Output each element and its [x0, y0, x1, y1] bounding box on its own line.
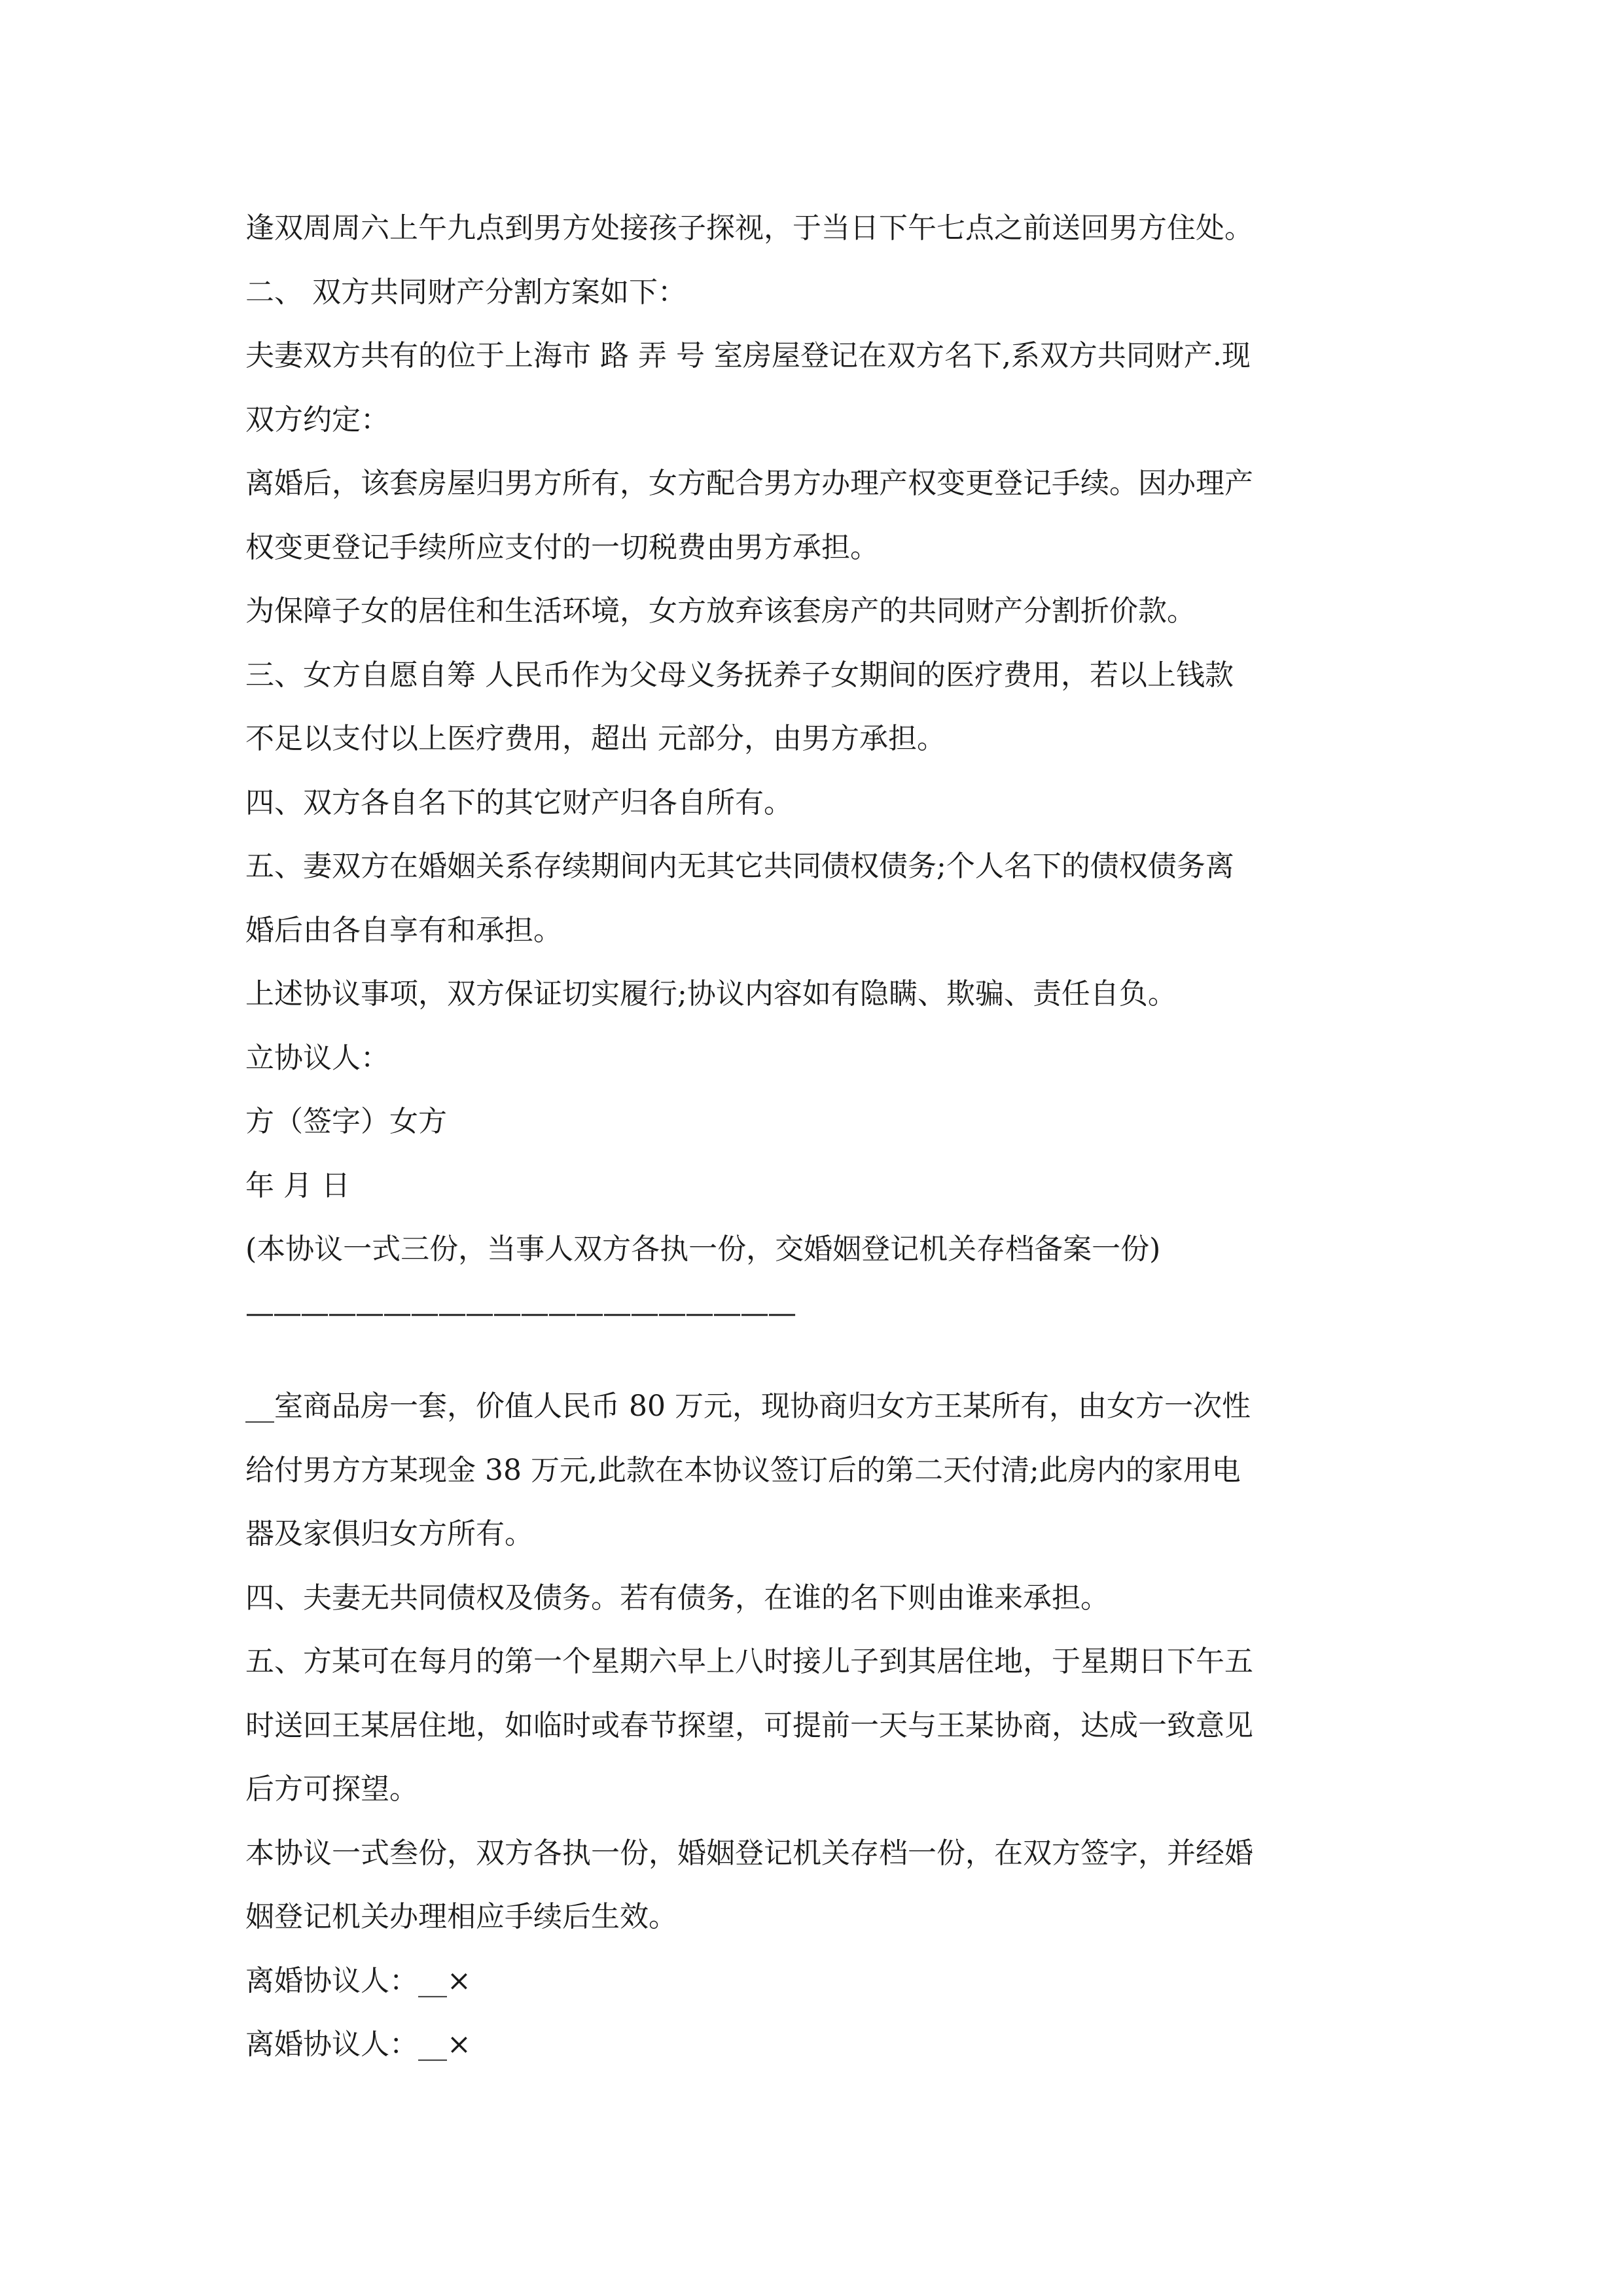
- signature-line: 方（签字）女方: [245, 1105, 447, 1138]
- text-line: 四、双方各自名下的其它财产归各自所有。: [245, 785, 793, 819]
- text-line: 三、女方自愿自筹 人民币作为父母义务抚养子女期间的医疗费用，若以上钱款: [245, 658, 1234, 692]
- text-line: 五、方某可在每月的第一个星期六早上八时接儿子到其居住地，于星期日下午五: [245, 1645, 1253, 1678]
- spacer: [245, 1345, 1423, 1374]
- text-line: 给付男方方某现金 38 万元,此款在本协议签订后的第二天付清;此房内的家用电: [245, 1453, 1241, 1487]
- text-line: 双方约定：: [245, 403, 389, 437]
- text-line: __室商品房一套，价值人民币 80 万元，现协商归女方王某所有，由女方一次性: [245, 1390, 1251, 1423]
- text-line: 婚后由各自享有和承担。: [245, 913, 562, 947]
- text-line: 上述协议事项，双方保证切实履行;协议内容如有隐瞒、欺骗、责任自负。: [245, 977, 1177, 1011]
- text-line: 时送回王某居住地，如临时或春节探望，可提前一天与王某协商，达成一致意见: [245, 1708, 1253, 1742]
- document-body: [245, 196, 1423, 2077]
- text-line: 为保障子女的居住和生活环境，女方放弃该套房产的共同财产分割折价款。: [245, 594, 1196, 628]
- text-line: 器及家俱归女方所有。: [245, 1517, 533, 1551]
- text-line: 逢双周周六上午九点到男方处接孩子探视，于当日下午七点之前送回男方住处。: [245, 211, 1253, 245]
- section-heading-property: 二、 双方共同财产分割方案如下：: [245, 275, 687, 309]
- text-line: 五、妻双方在婚姻关系存续期间内无其它共同债权债务;个人名下的债权债务离: [245, 850, 1234, 883]
- text-line: 权变更登记手续所应支付的一切税费由男方承担。: [245, 530, 879, 564]
- signatory-line: 离婚协议人：__×: [245, 2028, 471, 2061]
- text-line: 后方可探望。: [245, 1772, 418, 1806]
- copies-note: (本协议一式三份，当事人双方各执一份，交婚姻登记机关存档备案一份): [245, 1232, 1161, 1266]
- text-line: 夫妻双方共有的位于上海市 路 弄 号 室房屋登记在双方名下,系双方共同财产.现: [245, 339, 1251, 372]
- signatory-line: 离婚协议人：__×: [245, 1964, 471, 1998]
- text-line: 不足以支付以上医疗费用，超出 元部分，由男方承担。: [245, 722, 946, 755]
- separator-rule: ————————————————————: [245, 1296, 795, 1330]
- text-line: 本协议一式叁份，双方各执一份，婚姻登记机关存档一份，在双方签字，并经婚: [245, 1836, 1253, 1870]
- date-line: 年 月 日: [245, 1168, 350, 1202]
- text-line: 离婚后，该套房屋归男方所有，女方配合男方办理产权变更登记手续。因办理产: [245, 467, 1253, 500]
- signatory-label: 立协议人：: [245, 1041, 389, 1075]
- text-line: 姻登记机关办理相应手续后生效。: [245, 1900, 677, 1933]
- text-line: 四、夫妻无共同债权及债务。若有债务，在谁的名下则由谁来承担。: [245, 1581, 1109, 1615]
